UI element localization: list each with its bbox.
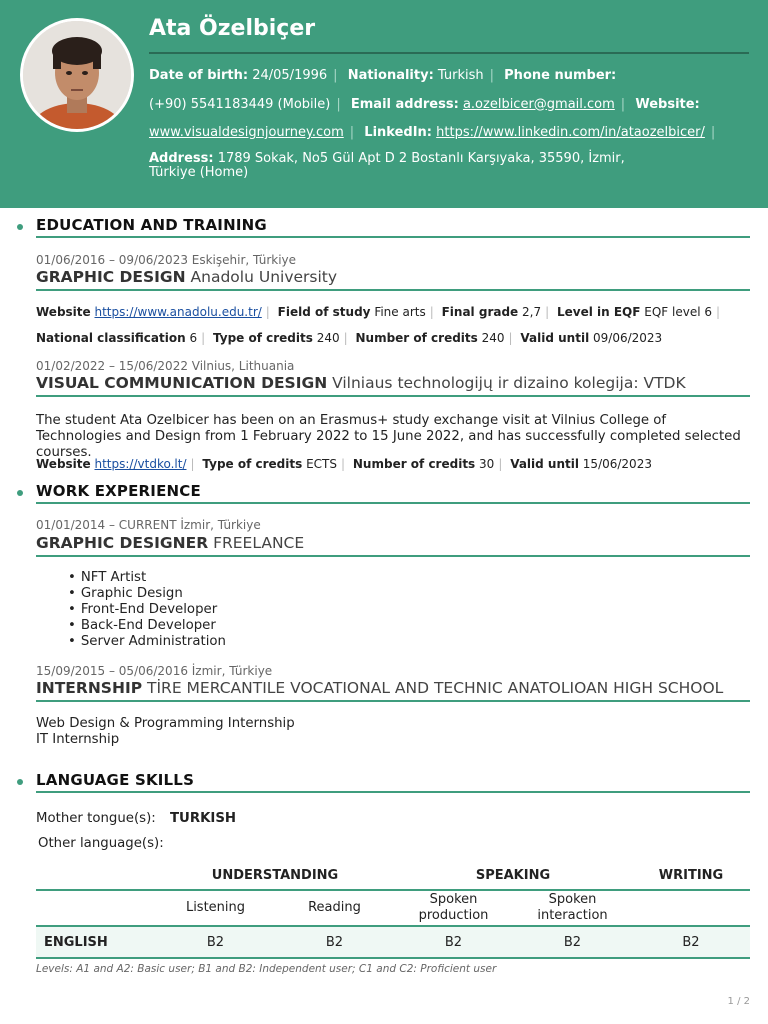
field-label: Valid until [520,331,590,345]
column-writing: WRITING [632,862,750,890]
section-title: LANGUAGE SKILLS [36,771,195,789]
section-bullet-icon [17,779,23,785]
list-item: • NFT Artist [68,570,226,586]
website-link[interactable]: www.visualdesignjourney.com [149,125,344,140]
address-line1: 1789 Sokak, No5 Gül Apt D 2 Bostanlı Karşıyaka, 35590, İzmir, [217,151,625,166]
entry-title-main: VISUAL COMMUNICATION DESIGN [36,374,328,392]
avatar-image [23,21,131,129]
field-value: 2,7 [522,305,542,319]
field-label: National classification [36,331,186,345]
entry-title [36,679,750,702]
subcolumn-spoken-interaction: Spoken interaction [513,890,632,926]
table-cell-blank [36,890,156,926]
field-label: Valid until [510,457,579,471]
column-understanding: UNDERSTANDING [156,862,394,890]
contact-info: Date of birth: 24/05/1996 | Nationality: Turkish | Phone number: (+90) 5541183449 (Mobile) | Email address: a.ozelbicer@gmail.com | Website: www.visualdesignjourney.com | LinkedIn: https://www.linkedin.com/in/ataozelbicer/ | [149,68,716,140]
levels-note: Levels: A1 and A2: Basic user; B1 and B2: Independent user; C1 and C2: Proficient user [36,963,497,975]
phone-label: Phone number: [504,68,617,83]
email-label: Email address: [350,96,459,112]
work-section-heading [36,482,750,504]
address-line2: Türkiye (Home) [149,165,249,180]
mother-tongue-value: TURKISH [169,811,237,826]
entry-title-main: GRAPHIC DESIGN [36,268,186,286]
mother-tongue-row [36,811,236,826]
field-value: EQF level 6 [644,305,713,319]
entry-website-link[interactable]: https://vtdko.lt/ [94,457,187,471]
field-label: Number of credits [352,457,476,471]
entry-title [36,268,750,291]
list-item: • Graphic Design [68,586,226,602]
field-value: 30 [479,457,495,471]
education-section-heading [36,216,750,238]
entry-title-main: INTERNSHIP [36,679,143,697]
table-header-row [36,862,750,890]
section-bullet-icon [17,490,23,496]
entry-meta: 15/09/2015 – 05/06/2016 İzmir, Türkiye [36,664,273,678]
entry-fields: Website https://vtdko.lt/ | Type of credits ECTS | Number of credits 30 | Valid until 15/06/2023 [36,457,652,471]
section-title: EDUCATION AND TRAINING [36,216,267,234]
dob-value: 24/05/1996 [252,68,328,83]
website-label: Website: [635,96,700,112]
entry-description: The student Ata Ozelbicer has been on an Erasmus+ study exchange visit at Vilnius College of Technologies and Design from 1 February 2022 to 15 June 2022, and has successfully completed selected courses. [36,413,741,460]
field-label: Website [36,305,91,319]
entry-title-org: Vilniaus technologijų ir dizaino kolegija: VTDK [332,374,686,392]
profile-photo [20,18,134,132]
table-subheader-row [36,890,750,926]
entry-website-link[interactable]: https://www.anadolu.edu.tr/ [94,305,262,319]
field-label: Type of credits [212,331,313,345]
field-value: 09/06/2023 [593,331,663,345]
entry-title-main: GRAPHIC DESIGNER [36,534,209,552]
entry-title-org: FREELANCE [213,534,305,552]
language-table [36,862,750,959]
language-section-heading [36,771,750,793]
level-writing: B2 [632,926,750,958]
entry-title [36,374,750,397]
level-spoken-production: B2 [394,926,513,958]
description-line: Web Design & Programming Internship [36,716,295,731]
entry-title-org: TİRE MERCANTILE VOCATIONAL AND TECHNIC ANATOLIOAN HIGH SCHOOL [147,679,724,697]
dob-label: Date of birth: [149,68,249,83]
field-value: 240 [316,331,340,345]
section-bullet-icon [17,224,23,230]
field-value: ECTS [306,457,338,471]
page-number: 1 / 2 [727,996,750,1007]
field-label: Final grade [441,305,519,319]
entry-meta: 01/06/2016 – 09/06/2023 Eskişehir, Türkiye [36,253,297,267]
section-title: WORK EXPERIENCE [36,482,201,500]
address [149,152,749,180]
linkedin-label: LinkedIn: [364,125,433,140]
field-value: 15/06/2023 [582,457,652,471]
nationality-value: Turkish [437,68,484,83]
entry-description [36,716,750,748]
field-label: Website [36,457,91,471]
address-label: Address: [149,151,214,166]
level-spoken-interaction: B2 [513,926,632,958]
nationality-label: Nationality: [347,68,434,83]
list-item: • Back-End Developer [68,618,226,634]
duties-list [68,570,226,650]
subcolumn-spoken-production: Spoken production [394,890,513,926]
field-label: Number of credits [355,331,478,345]
list-item: • Front-End Developer [68,602,226,618]
table-header-blank [36,862,156,890]
candidate-name: Ata Özelbiçer [149,16,316,41]
subcolumn-reading: Reading [275,890,394,926]
list-item: • Server Administration [68,634,226,650]
entry-meta: 01/01/2014 – CURRENT İzmir, Türkiye [36,518,261,532]
field-label: Field of study [277,305,371,319]
other-languages-label: Other language(s): [38,836,164,851]
phone-value: (+90) 5541183449 (Mobile) [149,96,331,112]
email-link[interactable]: a.ozelbicer@gmail.com [462,96,615,112]
entry-title-org: Anadolu University [190,268,338,286]
linkedin-link[interactable]: https://www.linkedin.com/in/ataozelbicer/ [436,125,705,140]
field-value: Fine arts [374,305,426,319]
language-name: ENGLISH [36,926,156,958]
level-listening: B2 [156,926,275,958]
level-reading: B2 [275,926,394,958]
entry-title [36,534,750,557]
table-row [36,926,750,958]
field-value: 240 [481,331,505,345]
column-speaking: SPEAKING [394,862,632,890]
name-divider [149,52,749,54]
entry-meta: 01/02/2022 – 15/06/2022 Vilnius, Lithuania [36,359,295,373]
entry-fields: Website https://www.anadolu.edu.tr/ | Field of study Fine arts | Final grade 2,7 | Level in EQF EQF level 6 | National classification 6 | Type of credits 240 | Number of credits 240 | Valid until 09/06/2023 [36,305,721,345]
table-cell-blank [632,890,750,926]
field-label: Level in EQF [556,305,641,319]
cv-header [0,0,768,208]
field-value: 6 [189,331,198,345]
field-label: Type of credits [202,457,303,471]
mother-tongue-label: Mother tongue(s): [36,811,156,826]
description-line: IT Internship [36,732,120,747]
subcolumn-listening: Listening [156,890,275,926]
